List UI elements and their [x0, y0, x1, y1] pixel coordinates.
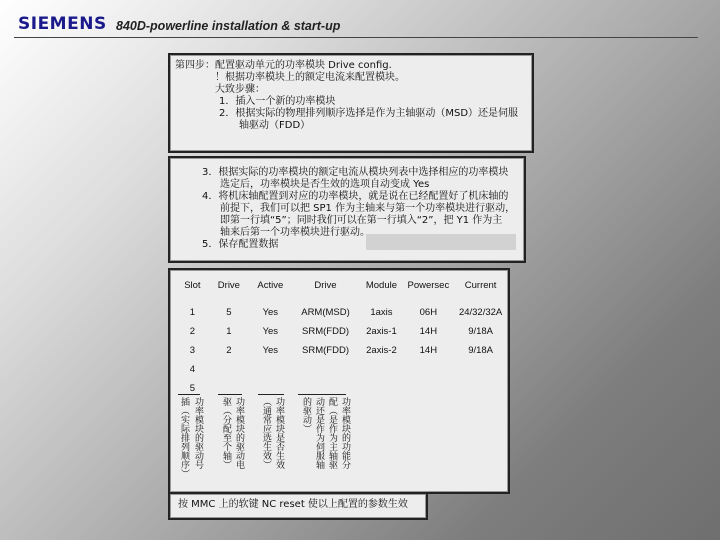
siemens-logo: SIEMENS [18, 14, 107, 34]
table-cell: 9/18A [468, 326, 494, 337]
step-title: 第四步：配置驱动单元的功率模块 Drive config. [175, 60, 392, 71]
table-cell: Yes [262, 345, 279, 356]
column-note: 功率模块的驱动电 [234, 397, 244, 469]
column-note: 配（是作为主轴驱 [327, 397, 337, 469]
procedure-item-continuation: 选定后，功率模块是否生效的选项自动变成 Yes [220, 179, 430, 190]
table-cell: 5 [189, 383, 196, 394]
column-header: Slot [184, 280, 201, 291]
slot-config-box [168, 268, 510, 494]
table-cell: SRM(FDD) [302, 345, 349, 356]
header-divider [14, 37, 698, 38]
column-note: 驱（分配至个轴） [221, 397, 231, 469]
table-cell: 3 [189, 345, 196, 356]
table-row [176, 341, 508, 360]
column-note: 功率模块的驱动号 [193, 397, 203, 469]
section-label: Configuration [588, 21, 648, 32]
table-cell: Yes [262, 326, 279, 337]
nc-reset-note-box [168, 492, 428, 520]
table-cell: 1 [226, 326, 232, 337]
table-cell: SRM(FDD) [302, 326, 349, 337]
column-header: Drive [314, 280, 337, 291]
table-cell: Yes [262, 307, 279, 318]
column-note: 的驱动） [301, 397, 311, 433]
table-row [176, 322, 508, 341]
table-cell: 2 [226, 345, 232, 356]
column-header: Drive [217, 280, 240, 291]
table-cell: 1axis [370, 307, 393, 318]
column-note: （通常应选生效） [261, 397, 271, 469]
table-cell: ARM(MSD) [301, 307, 350, 318]
table-cell-empty [209, 360, 508, 379]
step-subheading: 大致步骤： [215, 84, 265, 95]
table-header-row [176, 280, 508, 303]
table-cell: 1 [189, 307, 196, 318]
note-bracket [298, 394, 346, 395]
step-item: 1．插入一个新的功率模块 [219, 96, 336, 107]
table-cell: 2axis-2 [366, 345, 397, 356]
table-cell: 14H [419, 345, 438, 356]
table-cell: 5 [226, 307, 232, 318]
nc-reset-note: 按 MMC 上的软键 NC reset 使以上配置的参数生效 [178, 499, 408, 510]
procedure-item: 4．将机床轴配置到对应的功率模块，就是说在已经配置好了机床轴的 [202, 191, 509, 202]
table-cell-empty [209, 379, 508, 398]
step-note: ！根据功率模块上的额定电流来配置模块。 [215, 72, 405, 83]
column-header: Module [365, 280, 398, 291]
table-row [176, 360, 508, 379]
table-cell: 2 [189, 326, 196, 337]
column-note: 插（实际排列顺序） [179, 397, 189, 478]
column-header: Active [257, 280, 284, 291]
table-cell: 14H [419, 326, 438, 337]
slot-table [176, 280, 508, 398]
table-cell: 4 [189, 364, 196, 375]
table-cell: 2axis-1 [366, 326, 397, 337]
procedure-box [168, 156, 526, 263]
note-bracket [178, 394, 200, 395]
note-bracket [218, 394, 242, 395]
procedure-item-continuation: 即第一行填“5”；同时我们可以在第一行填入“2”，把 Y1 作为主 [220, 215, 503, 226]
procedure-item-continuation: 前提下，我们可以把 SP1 作为主轴来与第一个功率模块进行驱动， [220, 203, 516, 214]
column-header: Current [464, 280, 497, 291]
table-row [176, 379, 508, 398]
column-note: 功率模块的功能分 [340, 397, 350, 469]
document-title: 840D-powerline installation & start-up [116, 19, 341, 33]
column-note: 功率模块是否生效 [274, 397, 284, 469]
slide-header [0, 0, 720, 40]
procedure-item-continuation: 轴来后第一个功率模块进行驱动。 [220, 227, 370, 238]
table-cell: 06H [419, 307, 438, 318]
step-item: 2．根据实际的物理排列顺序选择是作为主轴驱动（MSD）还是伺服 [219, 108, 519, 119]
procedure-item: 3．根据实际的功率模块的额定电流从模块列表中选择相应的功率模块 [202, 167, 509, 178]
table-cell: 24/32/32A [458, 307, 503, 318]
column-note: 动还是作为伺服轴 [314, 397, 324, 469]
column-header: Powersec [407, 280, 450, 291]
step-instructions-box [168, 53, 534, 153]
procedure-item: 5．保存配置数据 [202, 239, 279, 250]
table-cell: 9/18A [468, 345, 494, 356]
table-row [176, 303, 508, 322]
step-item-continuation: 轴驱动（FDD） [239, 120, 311, 131]
note-bracket [258, 394, 284, 395]
